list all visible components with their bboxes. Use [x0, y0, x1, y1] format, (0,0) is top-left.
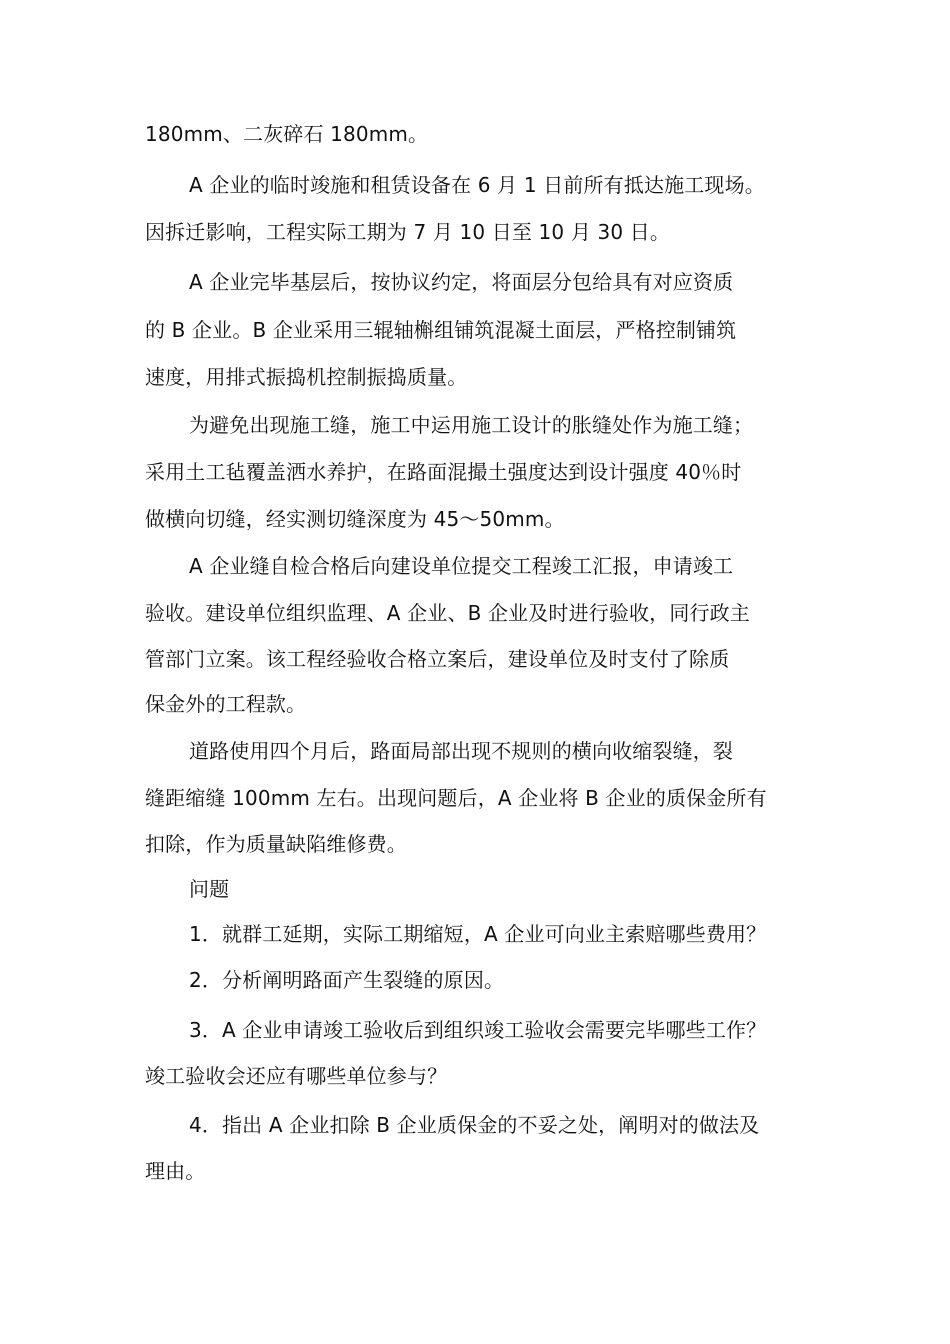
paragraph-line: A 企业完毕基层后，按协议约定，将面层分包给具有对应资质	[189, 270, 734, 294]
paragraph-line: 为避免出现施工缝，施工中运用施工设计的胀缝处作为施工缝；	[189, 413, 754, 437]
paragraph-line: 180mm、二灰碎石 180mm。	[145, 122, 429, 146]
question-item: 3．A 企业申请竣工验收后到组织竣工验收会需要完毕哪些工作？	[189, 1018, 767, 1042]
paragraph-line: 验收。建设单位组织监理、A 企业、B 企业及时进行验收，同行政主	[145, 601, 750, 625]
question-item-continued: 竣工验收会还应有哪些单位参与？	[145, 1064, 448, 1088]
question-item: 2．分析阐明路面产生裂缝的原因。	[189, 968, 505, 992]
paragraph-line: A 企业缝自检合格后向建设单位提交工程竣工汇报，申请竣工	[189, 554, 734, 578]
question-item: 1．就群工延期，实际工期缩短，A 企业可向业主索赔哪些费用？	[189, 922, 767, 946]
paragraph-line: 速度，用排式振捣机控制振捣质量。	[145, 365, 468, 389]
paragraph-line: 扣除，作为质量缺陷维修费。	[145, 832, 407, 856]
paragraph-line: 道路使用四个月后，路面局部出现不规则的横向收缩裂缝，裂	[189, 739, 734, 763]
paragraph-line: 的 B 企业。B 企业采用三辊轴槲组铺筑混凝土面层，严格控制铺筑	[145, 318, 737, 342]
paragraph-line: 管部门立案。该工程经验收合格立案后，建设单位及时支付了除质	[145, 647, 730, 671]
paragraph-line: 采用土工毡覆盖洒水养护，在路面混撮土强度达到设计强度 40％时	[145, 460, 742, 484]
paragraph-line: 做横向切缝，经实测切缝深度为 45～50mm。	[145, 507, 565, 531]
section-heading: 问题	[189, 877, 230, 901]
question-item: 4．指出 A 企业扣除 B 企业质保金的不妥之处，阐明对的做法及	[189, 1113, 760, 1137]
paragraph-line: 缝距缩缝 100mm 左右。出现问题后，A 企业将 B 企业的质保金所有	[145, 786, 767, 810]
paragraph-line: A 企业的临时竣施和租赁设备在 6 月 1 日前所有抵达施工现场。	[189, 173, 765, 197]
question-item-continued: 理由。	[145, 1159, 206, 1183]
paragraph-line: 因拆迁影响，工程实际工期为 7 月 10 日至 10 月 30 日。	[145, 220, 671, 244]
paragraph-line: 保金外的工程款。	[145, 692, 307, 716]
